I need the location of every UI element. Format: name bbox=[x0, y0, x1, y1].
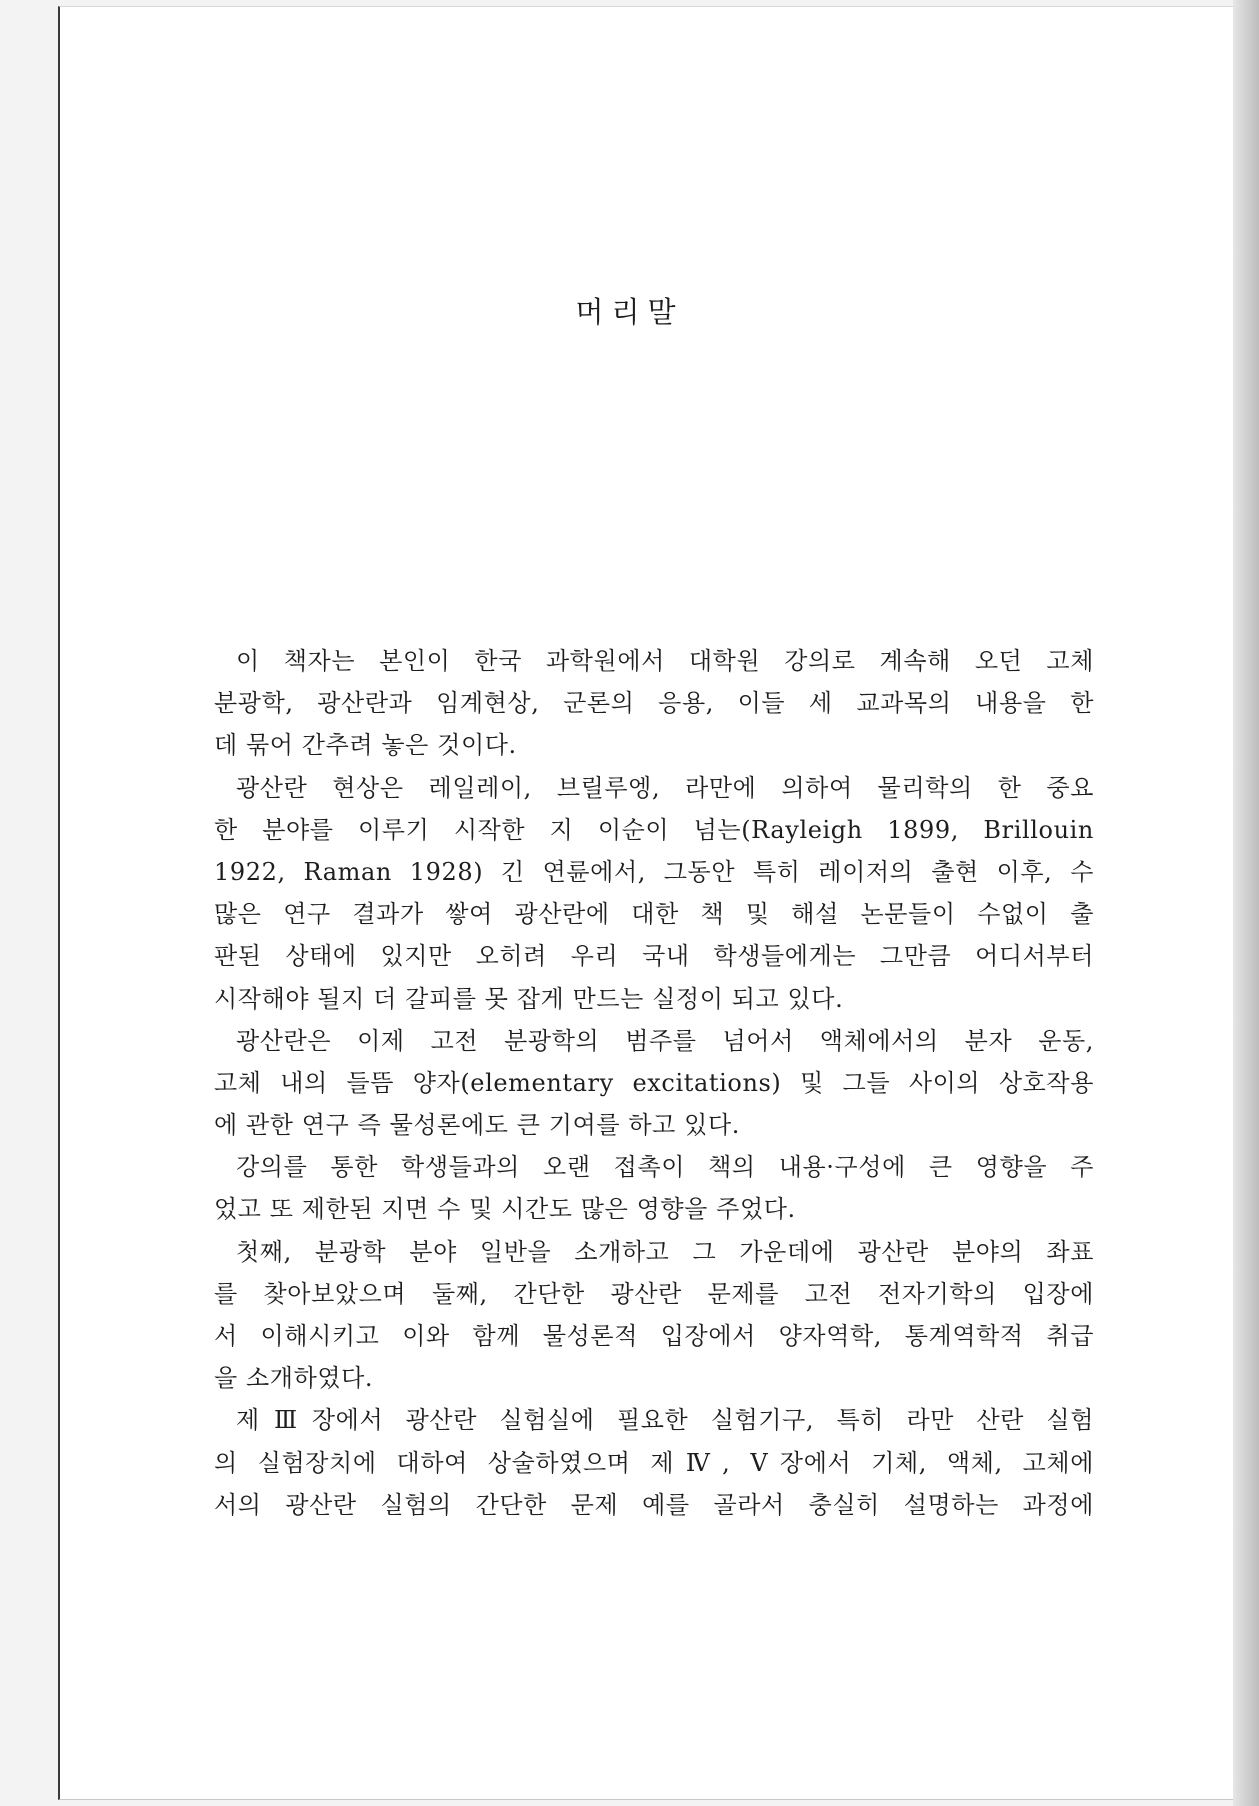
text-line: 광산란 현상은 레일레이, 브릴루엥, 라만에 의하여 물리학의 한 중요 bbox=[236, 773, 1094, 802]
text-line: 서 이해시키고 이와 함께 물성론적 입장에서 양자역학, 통계역학적 취급 bbox=[214, 1322, 1094, 1350]
text-line: 강의를 통한 학생들과의 오랜 접촉이 책의 내용·구성에 큰 영향을 주 bbox=[236, 1153, 1094, 1182]
text-line: 판된 상태에 있지만 오히려 우리 국내 학생들에게는 그만큼 어디서부터 bbox=[214, 942, 1094, 971]
preface-body bbox=[214, 640, 1094, 1526]
text-line: 고체 내의 들뜸 양자(elementary excitations) 및 그들 사이의 상호작용 bbox=[214, 1068, 1094, 1097]
text-line: 을 소개하였다. bbox=[214, 1364, 374, 1393]
paragraph-3 bbox=[214, 1020, 1094, 1147]
text-line: 많은 연구 결과가 쌓여 광산란에 대한 책 및 해설 논문들이 수없이 출 bbox=[214, 900, 1094, 929]
text-line: 었고 또 제한된 지면 수 및 시간도 많은 영향을 주었다. bbox=[214, 1195, 796, 1224]
paragraph-6 bbox=[214, 1399, 1094, 1526]
page-edge-shadow bbox=[1233, 0, 1259, 1806]
text-line: 광산란은 이제 고전 분광학의 범주를 넘어서 액체에서의 분자 운동, bbox=[236, 1026, 1094, 1055]
text-line: 데 묶어 간추려 놓은 것이다. bbox=[214, 731, 517, 760]
text-line: 1922, Raman 1928) 긴 연륜에서, 그동안 특히 레이저의 출현 이후, 수 bbox=[214, 857, 1094, 886]
page-title: 머리말 bbox=[575, 295, 684, 329]
paragraph-5 bbox=[214, 1231, 1094, 1400]
text-line: 분광학, 광산란과 임계현상, 군론의 응용, 이들 세 교과목의 내용을 한 bbox=[214, 689, 1094, 718]
text-line: 서의 광산란 실험의 간단한 문제 예를 골라서 충실히 설명하는 과정에 bbox=[214, 1490, 1094, 1519]
text-line: 시작해야 될지 더 갈피를 못 잡게 만드는 실정이 되고 있다. bbox=[214, 984, 844, 1013]
text-line: 에 관한 연구 즉 물성론에도 큰 기여를 하고 있다. bbox=[214, 1111, 740, 1140]
text-line: 한 분야를 이루기 시작한 지 이순이 넘는(Rayleigh 1899, Brillouin bbox=[214, 815, 1094, 844]
paragraph-4 bbox=[214, 1146, 1094, 1230]
text-line: 첫째, 분광학 분야 일반을 소개하고 그 가운데에 광산란 분야의 좌표 bbox=[236, 1237, 1094, 1266]
text-line: 의 실험장치에 대하여 상술하였으며 제Ⅳ, Ⅴ장에서 기체, 액체, 고체에 bbox=[214, 1448, 1094, 1477]
text-line: 이 책자는 본인이 한국 과학원에서 대학원 강의로 계속해 오던 고체 bbox=[236, 647, 1094, 675]
paragraph-2 bbox=[214, 767, 1094, 1020]
paragraph-1 bbox=[214, 640, 1094, 767]
text-line: 제Ⅲ장에서 광산란 실험실에 필요한 실험기구, 특히 라만 산란 실험 bbox=[236, 1406, 1094, 1435]
text-line: 를 찾아보았으며 둘째, 간단한 광산란 문제를 고전 전자기학의 입장에 bbox=[214, 1279, 1094, 1308]
